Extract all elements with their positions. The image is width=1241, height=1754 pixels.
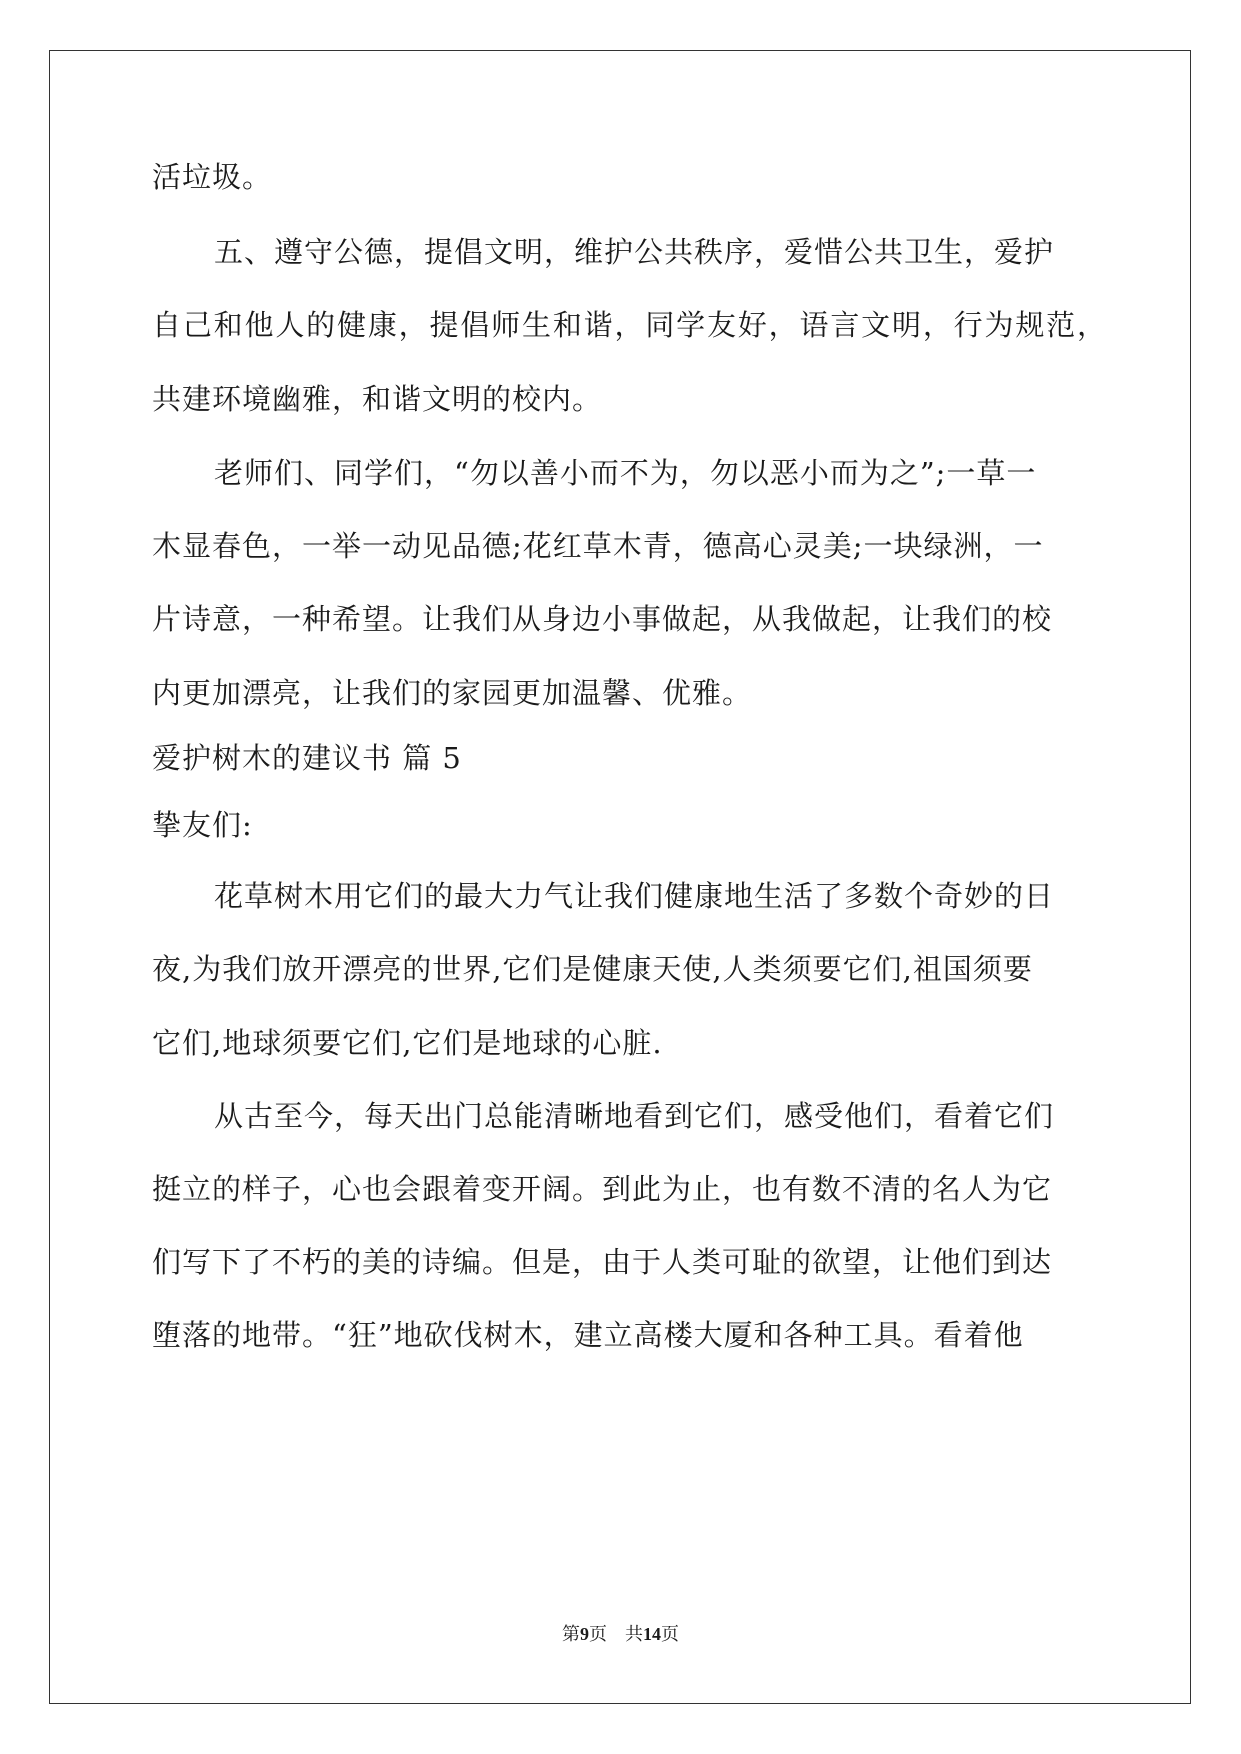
paragraph-line: 们写下了不朽的美的诗编。但是，由于人类可耻的欲望，让他们到达 — [152, 1245, 1053, 1279]
paragraph-line: 堕落的地带。“狂”地砍伐树木，建立高楼大厦和各种工具。看着他 — [152, 1318, 1024, 1352]
total-pages: 14 — [643, 1624, 661, 1644]
paragraph-line: 挺立的样子，心也会跟着变开阔。到此为止，也有数不清的名人为它 — [152, 1172, 1053, 1206]
salutation: 挚友们: — [152, 808, 253, 842]
total-prefix: 共 — [625, 1624, 643, 1644]
section-heading: 爱护树木的建议书 篇 5 — [152, 741, 462, 775]
paragraph-line: 它们,地球须要它们,它们是地球的心脏. — [152, 1026, 663, 1060]
paragraph-line: 共建环境幽雅，和谐文明的校内。 — [152, 382, 603, 416]
paragraph-line: 老师们、同学们，“勿以善小而不为，勿以恶小而为之”;一草一 — [214, 456, 1037, 490]
paragraph-line: 自己和他人的健康，提倡师生和谐，同学友好，语言文明，行为规范， — [152, 308, 1107, 342]
page-number: 9 — [580, 1624, 589, 1644]
paragraph-line: 花草树木用它们的最大力气让我们健康地生活了多数个奇妙的日 — [214, 879, 1055, 913]
paragraph-line: 木显春色，一举一动见品德;花红草木青，德高心灵美;一块绿洲，一 — [152, 529, 1044, 563]
paragraph-line: 活垃圾。 — [152, 160, 273, 194]
paragraph-line: 从古至今，每天出门总能清晰地看到它们，感受他们，看着它们 — [214, 1099, 1055, 1133]
paragraph-line: 夜,为我们放开漂亮的世界,它们是健康天使,人类须要它们,祖国须要 — [152, 952, 1033, 986]
total-suffix: 页 — [661, 1624, 679, 1644]
page-footer — [0, 1620, 1241, 1646]
paragraph-line: 五、遵守公德，提倡文明，维护公共秩序，爱惜公共卫生，爱护 — [214, 235, 1055, 269]
page-suffix: 页 — [589, 1624, 607, 1644]
paragraph-line: 内更加漂亮，让我们的家园更加温馨、优雅。 — [152, 676, 753, 710]
page-prefix: 第 — [562, 1624, 580, 1644]
paragraph-line: 片诗意，一种希望。让我们从身边小事做起，从我做起，让我们的校 — [152, 602, 1053, 636]
